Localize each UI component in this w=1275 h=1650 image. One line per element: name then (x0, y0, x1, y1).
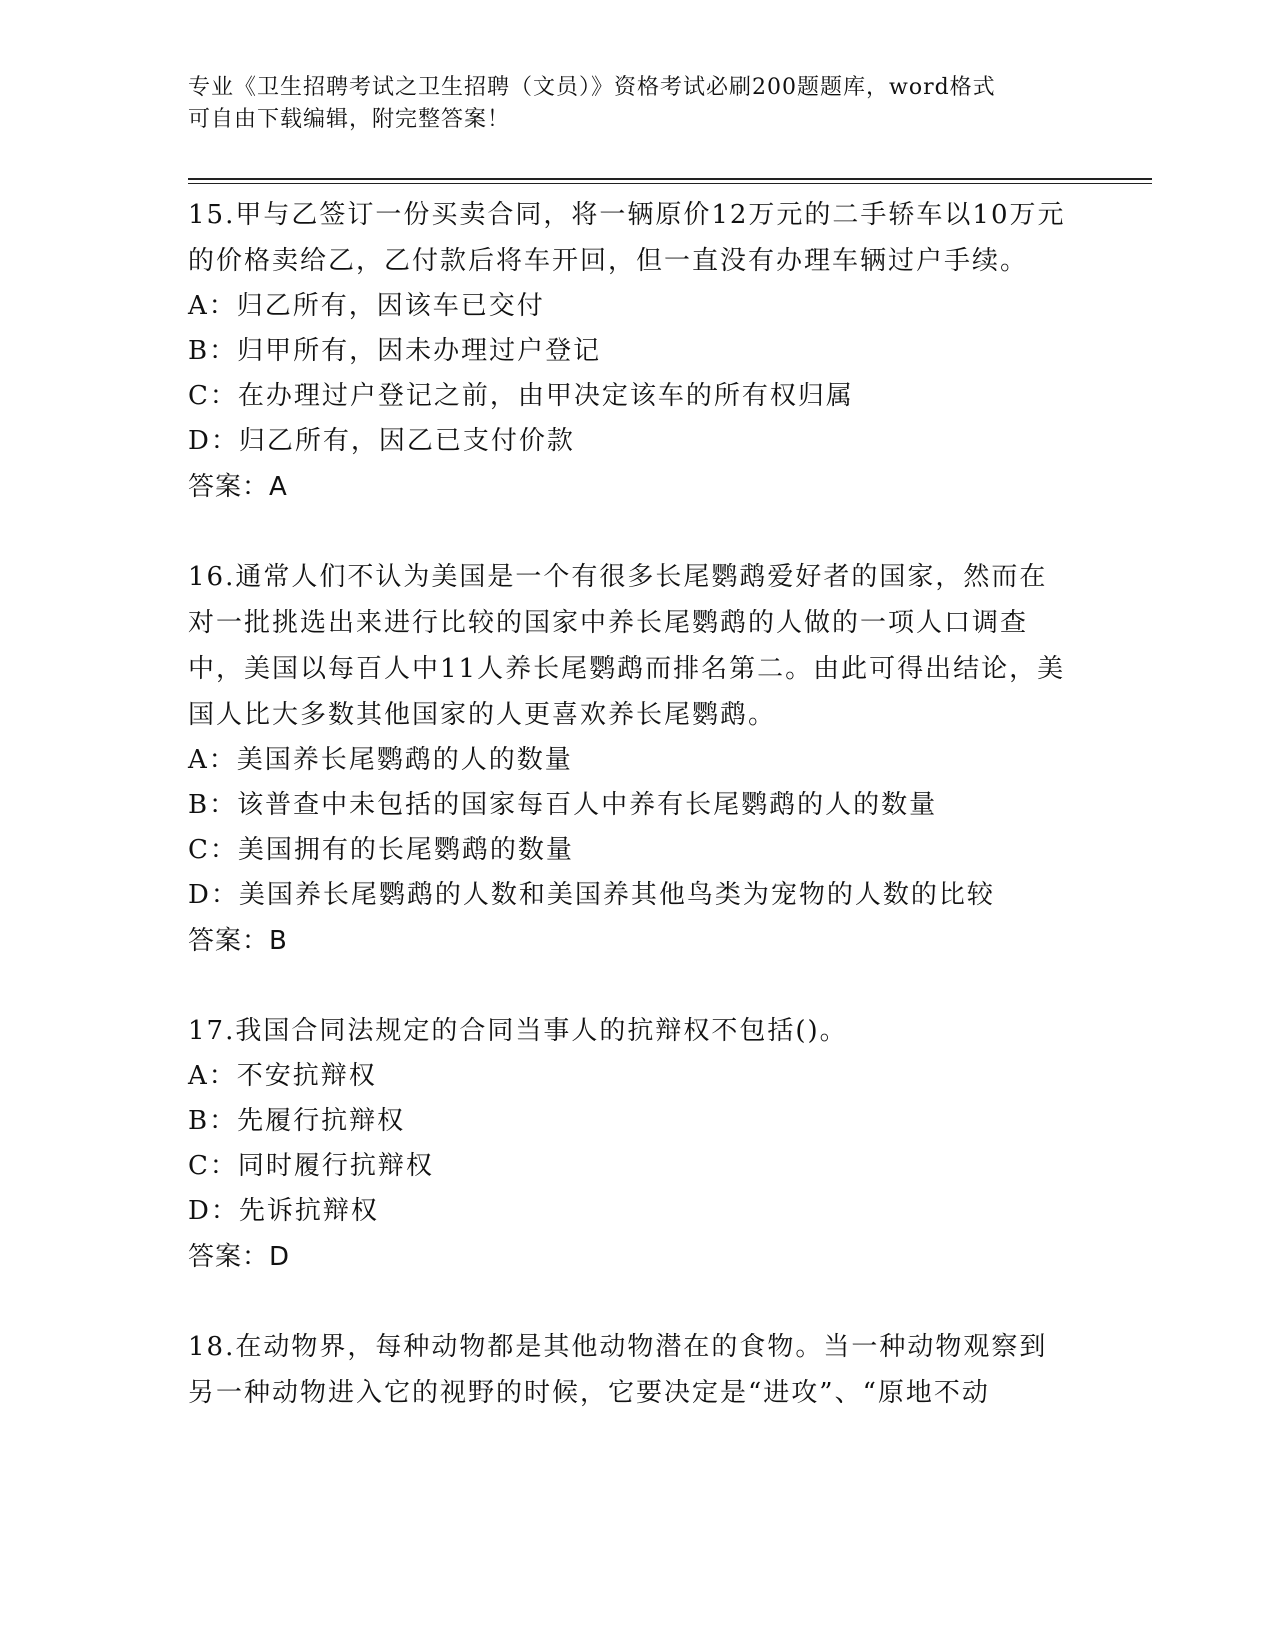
option-c: C：同时履行抗辩权 (188, 1151, 434, 1181)
header-divider-thick (188, 178, 1152, 180)
answer-line: 答案：A (188, 472, 288, 502)
option-b: B：该普查中未包括的国家每百人中养有长尾鹦鹉的人的数量 (188, 790, 938, 820)
question-16 (188, 554, 1068, 964)
question-text: 17.我国合同法规定的合同当事人的抗辩权不包括()。 (188, 1016, 848, 1046)
option-d: D：归乙所有，因乙已支付价款 (188, 426, 575, 456)
option-b: B：归甲所有，因未办理过户登记 (188, 336, 602, 366)
header-line-1: 专业《卫生招聘考试之卫生招聘（文员）》资格考试必刷200题题库，word格式 (188, 75, 996, 100)
option-d: D：美国养长尾鹦鹉的人数和美国养其他鸟类为宠物的人数的比较 (188, 880, 995, 910)
option-a: A：归乙所有，因该车已交付 (188, 291, 545, 321)
question-text: 16.通常人们不认为美国是一个有很多长尾鹦鹉爱好者的国家，然而在对一批挑选出来进行比较的国家中养长尾鹦鹉的人做的一项人口调查中，美国以每百人中11人养长尾鹦鹉而排名第二。由此可得出结论，美国人比大多数其他国家的人更喜欢养长尾鹦鹉。 (188, 562, 1066, 730)
question-text: 15.甲与乙签订一份买卖合同，将一辆原价12万元的二手轿车以10万元的价格卖给乙，乙付款后将车开回，但一直没有办理车辆过户手续。 (188, 200, 1066, 276)
option-a: A：不安抗辩权 (188, 1061, 377, 1091)
question-text: 18.在动物界，每种动物都是其他动物潜在的食物。当一种动物观察到另一种动物进入它的视野的时候，它要决定是“进攻”、“原地不动 (188, 1332, 1048, 1408)
option-a: A：美国养长尾鹦鹉的人的数量 (188, 745, 573, 775)
answer-line: 答案：B (188, 926, 288, 956)
document-header (188, 72, 1068, 136)
header-line-2: 可自由下载编辑，附完整答案！ (188, 107, 511, 132)
answer-line: 答案：D (188, 1242, 291, 1272)
option-c: C：在办理过户登记之前，由甲决定该车的所有权归属 (188, 381, 854, 411)
question-list (188, 192, 1068, 1460)
option-d: D：先诉抗辩权 (188, 1196, 379, 1226)
question-17 (188, 1008, 1068, 1280)
question-15 (188, 192, 1068, 510)
question-18 (188, 1324, 1068, 1416)
option-b: B：先履行抗辩权 (188, 1106, 406, 1136)
option-c: C：美国拥有的长尾鹦鹉的数量 (188, 835, 574, 865)
header-divider-thin (188, 183, 1152, 184)
